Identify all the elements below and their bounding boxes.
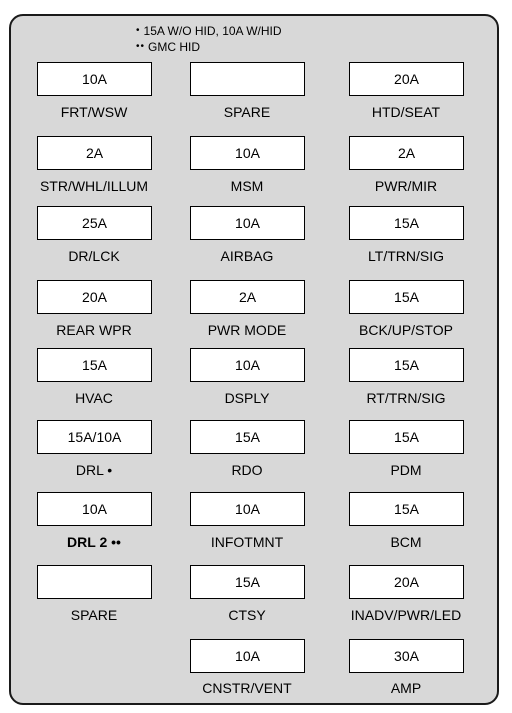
fuse-box: 15A [349, 348, 464, 382]
fuse-label: PWR MODE [207, 322, 287, 338]
fuse-label: RT/TRN/SIG [366, 390, 446, 406]
fuse-label: SPARE [70, 607, 118, 623]
fuse-label: DRL 2 •• [67, 534, 121, 550]
footnote-text: GMC HID [148, 40, 201, 54]
fuse-box: 10A [190, 348, 305, 382]
fuse-label: HVAC [75, 390, 113, 406]
fuse-label: AMP [390, 680, 422, 696]
fuse-box [37, 565, 152, 599]
fuse-label: FRT/WSW [60, 104, 128, 120]
fuse-label: INFOTMNT [210, 534, 284, 550]
fuse-box: 10A [37, 492, 152, 526]
fuse-box: 10A [190, 206, 305, 240]
fuse-label: INADV/PWR/LED [350, 607, 462, 623]
fuse-box: 10A [190, 639, 305, 673]
fuse-label: DSPLY [224, 390, 270, 406]
fuse-box: 30A [349, 639, 464, 673]
fuse-box: 2A [190, 280, 305, 314]
fuse-box: 15A [349, 280, 464, 314]
fuse-label: DRL • [75, 462, 113, 478]
fuse-box: 20A [37, 280, 152, 314]
fuse-label: BCM [390, 534, 422, 550]
fuse-label: DR/LCK [68, 248, 120, 264]
fuse-label: REAR WPR [56, 322, 132, 338]
fuse-label: AIRBAG [220, 248, 274, 264]
fuse-label: STR/WHL/ILLUM [39, 178, 149, 194]
fuse-box: 10A [37, 62, 152, 96]
footnote-text: 15A W/O HID, 10A W/HID [143, 24, 282, 38]
fuse-label: PDM [390, 462, 422, 478]
fuse-label: RDO [231, 462, 263, 478]
fuse-label: MSM [230, 178, 264, 194]
fuse-box: 15A [349, 492, 464, 526]
fuse-box: 15A [349, 420, 464, 454]
fuse-label: CTSY [228, 607, 266, 623]
footnotes [136, 23, 282, 55]
fuse-box: 15A [349, 206, 464, 240]
footnote-mark: • [136, 25, 141, 36]
fuse-box: 15A/10A [37, 420, 152, 454]
fuse-box: 2A [349, 136, 464, 170]
fuse-label: PWR/MIR [374, 178, 438, 194]
fuse-label: CNSTR/VENT [202, 680, 292, 696]
footnote-single-dot [136, 23, 282, 39]
fuse-label: SPARE [223, 104, 271, 120]
fuse-box: 15A [190, 565, 305, 599]
fuse-label: HTD/SEAT [371, 104, 441, 120]
fuse-box: 2A [37, 136, 152, 170]
fuse-box: 10A [190, 492, 305, 526]
fuse-label: LT/TRN/SIG [368, 248, 444, 264]
fuse-label: BCK/UP/STOP [359, 322, 453, 338]
fuse-box: 20A [349, 565, 464, 599]
fuse-box: 10A [190, 136, 305, 170]
fuse-box: 25A [37, 206, 152, 240]
footnote-mark: •• [136, 41, 146, 52]
footnote-double-dot [136, 39, 282, 55]
fuse-box: 20A [349, 62, 464, 96]
fuse-box: 15A [37, 348, 152, 382]
fuse-box [190, 62, 305, 96]
fuse-box: 15A [190, 420, 305, 454]
